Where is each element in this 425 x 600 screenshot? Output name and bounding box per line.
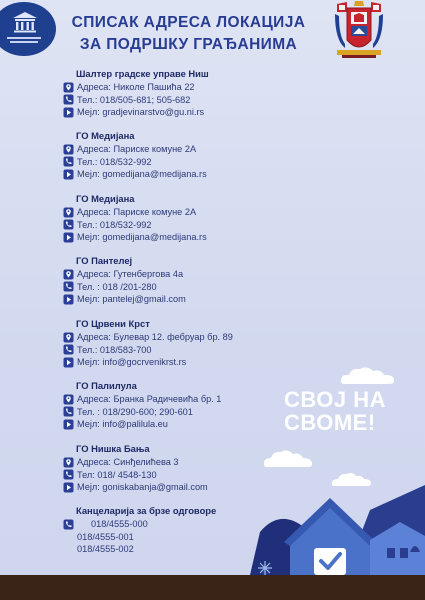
phone-icon bbox=[63, 281, 74, 292]
location-email[interactable]: Мејл: info@gocrvenikrst.rs bbox=[77, 357, 187, 368]
location-phone: Тел.: 018/532-992 bbox=[77, 219, 152, 230]
map-pin-icon bbox=[63, 144, 74, 155]
city-administration-logo bbox=[0, 2, 56, 56]
location-name: ГО Пантелеј bbox=[76, 255, 133, 266]
location-medijana-1 bbox=[63, 128, 353, 181]
cloud-decoration bbox=[338, 364, 398, 386]
location-name: Шалтер градске управе Ниш bbox=[76, 68, 209, 79]
phone-icon bbox=[63, 406, 74, 417]
location-name: ГО Медијана bbox=[76, 130, 135, 141]
location-address: Адреса: Бранка Радичевића бр. 1 bbox=[77, 394, 222, 405]
location-email[interactable]: Мејл: goniskabanja@gmail.com bbox=[77, 482, 208, 493]
location-phone: Тел.: 018/532-992 bbox=[77, 156, 152, 167]
location-email[interactable]: Мејл: info@palilula.eu bbox=[77, 419, 168, 430]
arrow-play-icon bbox=[63, 357, 74, 368]
title-line-1: СПИСАК АДРЕСА ЛОКАЦИЈА bbox=[71, 14, 306, 31]
location-address: Адреса: Гутенбергова 4а bbox=[77, 269, 184, 280]
arrow-play-icon bbox=[63, 419, 74, 430]
phone-icon bbox=[63, 344, 74, 355]
arrow-play-icon bbox=[63, 294, 74, 305]
location-address: Адреса: Синђелићева 3 bbox=[77, 457, 179, 468]
quick-response-phone: 018/4555-000 bbox=[91, 519, 148, 530]
location-address: Адреса: Николе Пашића 22 bbox=[77, 82, 195, 93]
houses-illustration bbox=[250, 470, 425, 575]
location-address: Адреса: Париске комуне 2А bbox=[77, 207, 197, 218]
location-name: ГО Нишка Бања bbox=[76, 443, 150, 454]
title-line-2: ЗА ПОДРШКУ ГРАЂАНИМА bbox=[79, 36, 298, 53]
map-pin-icon bbox=[63, 269, 74, 280]
location-email[interactable]: Мејл: pantelej@gmail.com bbox=[77, 294, 186, 305]
coat-of-arms-icon bbox=[333, 0, 385, 60]
phone-icon bbox=[63, 94, 74, 105]
location-phone: Тел.: 018/505-681; 505-682 bbox=[77, 94, 191, 105]
location-medijana-2 bbox=[63, 191, 353, 244]
location-email[interactable]: Мејл: gradjevinarstvo@gu.ni.rs bbox=[77, 107, 205, 118]
location-address: Адреса: Булевар 12. фебруар бр. 89 bbox=[77, 332, 233, 343]
location-name: Канцеларија за брзе одговоре bbox=[76, 505, 217, 516]
map-pin-icon bbox=[63, 82, 74, 93]
phone-icon bbox=[63, 219, 74, 230]
phone-icon bbox=[63, 156, 74, 167]
building-icon bbox=[12, 11, 38, 33]
map-pin-icon bbox=[63, 394, 74, 405]
location-name: ГО Црвени Крст bbox=[76, 318, 150, 329]
arrow-play-icon bbox=[63, 482, 74, 493]
location-crveni-krst bbox=[63, 316, 353, 369]
phone-icon bbox=[63, 519, 74, 530]
map-pin-icon bbox=[63, 457, 74, 468]
location-phone: Тел. : 018 /201-280 bbox=[77, 281, 157, 292]
location-pantelej bbox=[63, 253, 353, 306]
map-pin-icon bbox=[63, 332, 74, 343]
location-phone: Тел. : 018/290-600; 290-601 bbox=[77, 406, 193, 417]
location-name: ГО Палилула bbox=[76, 380, 137, 391]
slogan-line-2: СВОМЕ! bbox=[284, 410, 376, 435]
arrow-play-icon bbox=[63, 169, 74, 180]
page-title bbox=[56, 12, 321, 56]
slogan bbox=[284, 388, 386, 434]
phone-icon bbox=[63, 469, 74, 480]
slogan-line-1: СВОЈ НА bbox=[284, 387, 386, 412]
quick-response-phone: 018/4555-001 bbox=[77, 531, 134, 542]
location-phone: Тел: 018/ 4548-130 bbox=[77, 469, 157, 480]
arrow-play-icon bbox=[63, 107, 74, 118]
bottom-bar bbox=[0, 575, 425, 600]
map-pin-icon bbox=[63, 207, 74, 218]
cloud-decoration bbox=[262, 447, 316, 469]
location-name: ГО Медијана bbox=[76, 193, 135, 204]
location-email[interactable]: Мејл: gomedijana@medijana.rs bbox=[77, 232, 207, 243]
quick-response-phone: 018/4555-002 bbox=[77, 544, 134, 555]
location-phone: Тел.: 018/583-700 bbox=[77, 344, 152, 355]
arrow-play-icon bbox=[63, 232, 74, 243]
location-gradska-uprava bbox=[63, 66, 353, 119]
location-email[interactable]: Мејл: gomedijana@medijana.rs bbox=[77, 169, 207, 180]
location-address: Адреса: Париске комуне 2А bbox=[77, 144, 197, 155]
